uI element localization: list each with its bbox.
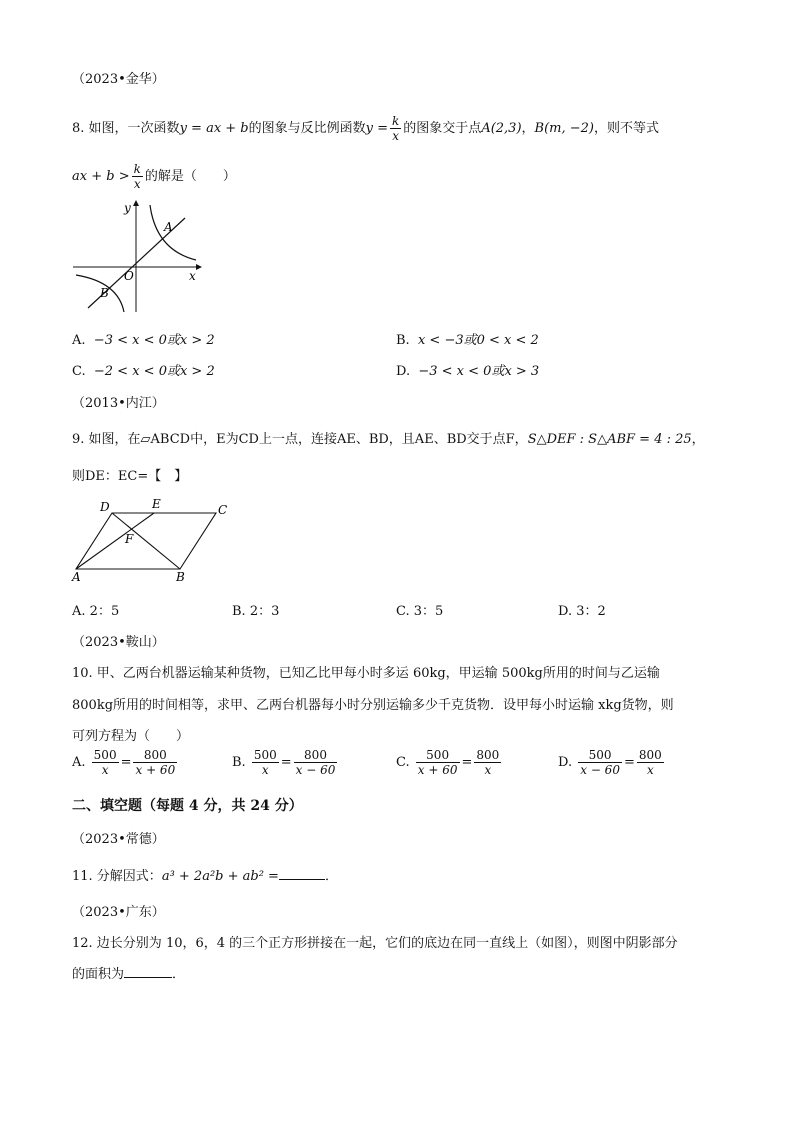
y-axis-arrow	[133, 200, 139, 206]
q10-option-d[interactable]: D. $\frac{500}{x - 60}$ = $\frac{800}{x}$	[558, 748, 662, 777]
q10-stem-line2: 800kg所用的时间相等，求甲、乙两台机器每小时分别运输多少千克货物．设甲每小时运输 xkg货物，则	[72, 698, 674, 713]
q8-option-d[interactable]: D. −3 < x < 0或x > 3	[396, 364, 540, 379]
point-b: B(m, −2)	[534, 121, 594, 136]
q8-option-a[interactable]: A. −3 < x < 0或x > 2	[72, 333, 215, 348]
label-a: A	[164, 220, 173, 234]
q10-option-a[interactable]: A. $\frac{500}{x}$ = $\frac{800}{x + 60}$	[72, 748, 176, 777]
q9-option-a[interactable]: A. 2：5	[72, 604, 120, 619]
q9-stem-line1: 9. 如图，在▱ABCD中，E为CD上一点，连接AE、BD，且AE、BD交于点F，S△DEF : S△ABF = 4 : 25，	[72, 432, 705, 447]
segment-bd	[112, 513, 180, 569]
x-axis-arrow	[196, 264, 202, 270]
q8-stem-line2: ax + b > $\frac{k}{x}$ 的解是（ ）	[72, 162, 236, 191]
q12-stem-line2: 的面积为 ．	[72, 967, 186, 982]
q9-option-d[interactable]: D. 3：2	[558, 604, 606, 619]
label-d: D	[100, 500, 110, 514]
q8-option-c[interactable]: C. −2 < x < 0或x > 2	[72, 364, 215, 379]
label-x: x	[189, 269, 196, 283]
q10-source: （2023•鞍山）	[72, 635, 165, 650]
q10-option-b[interactable]: B. $\frac{500}{x}$ = $\frac{800}{x - 60}$	[232, 748, 336, 777]
section-heading-fill-in: 二、填空题（每题 4 分，共 24 分）	[72, 798, 303, 814]
inequality: ax + b >	[72, 169, 130, 184]
label-a: A	[72, 570, 81, 584]
q9-parallelogram-figure	[68, 497, 238, 585]
q10-option-c[interactable]: C. $\frac{500}{x + 60}$ = $\frac{800}{x}$	[396, 748, 500, 777]
q10-stem-line3: 可列方程为（ ）	[72, 729, 190, 744]
segment-ae	[76, 513, 154, 569]
factor-expression: a³ + 2a²b + ab² =	[161, 869, 279, 884]
q9-stem-line2: 则DE：EC=【 】	[72, 469, 188, 484]
q11-answer-blank[interactable]	[279, 867, 325, 880]
q8-stem-line1: 8. 如图，一次函数y = ax + b的图象与反比例函数y = $\frac{k}{x}$ 的图象交于点A(2,3)，B(m, −2)，则不等式	[72, 114, 660, 143]
label-y: y	[124, 201, 131, 215]
fraction-k-over-x-2: $\frac{k}{x}$	[133, 162, 141, 191]
q12-answer-blank[interactable]	[124, 965, 172, 978]
q9-source: （2013•内江）	[72, 396, 165, 411]
label-b: B	[100, 286, 109, 300]
fraction-k-over-x: $\frac{k}{x}$	[392, 114, 400, 143]
q8-number: 8.	[72, 121, 85, 136]
label-f: F	[125, 532, 134, 546]
label-b: B	[176, 570, 185, 584]
q11-stem: 11. 分解因式：a³ + 2a²b + ab² = ．	[72, 869, 338, 884]
q9-option-c[interactable]: C. 3：5	[396, 604, 444, 619]
hyperbola-branch-q1	[150, 205, 196, 260]
area-ratio: S△DEF : S△ABF = 4 : 25	[527, 432, 692, 447]
q11-source: （2023•常德）	[72, 832, 165, 847]
q8-source: （2023•金华）	[72, 72, 165, 87]
q9-number: 9.	[72, 432, 85, 447]
q12-stem-line1: 12. 边长分别为 10，6，4 的三个正方形拼接在一起，它们的底边在同一直线上（如图），则图中阴影部分	[72, 936, 678, 951]
q10-stem-line1: 10. 甲、乙两台机器运输某种货物，已知乙比甲每小时多运 60kg，甲运输 500kg所用的时间与乙运输	[72, 666, 660, 681]
label-c: C	[218, 503, 228, 517]
linear-equation: y = ax + b	[179, 121, 249, 136]
label-e: E	[152, 497, 161, 511]
label-origin: O	[124, 269, 134, 283]
q8-option-b[interactable]: B. x < −3或0 < x < 2	[396, 333, 539, 348]
q9-option-b[interactable]: B. 2：3	[232, 604, 280, 619]
q8-function-graph	[68, 198, 208, 316]
point-a: A(2,3)	[481, 121, 522, 136]
q12-source: （2023•广东）	[72, 905, 165, 920]
